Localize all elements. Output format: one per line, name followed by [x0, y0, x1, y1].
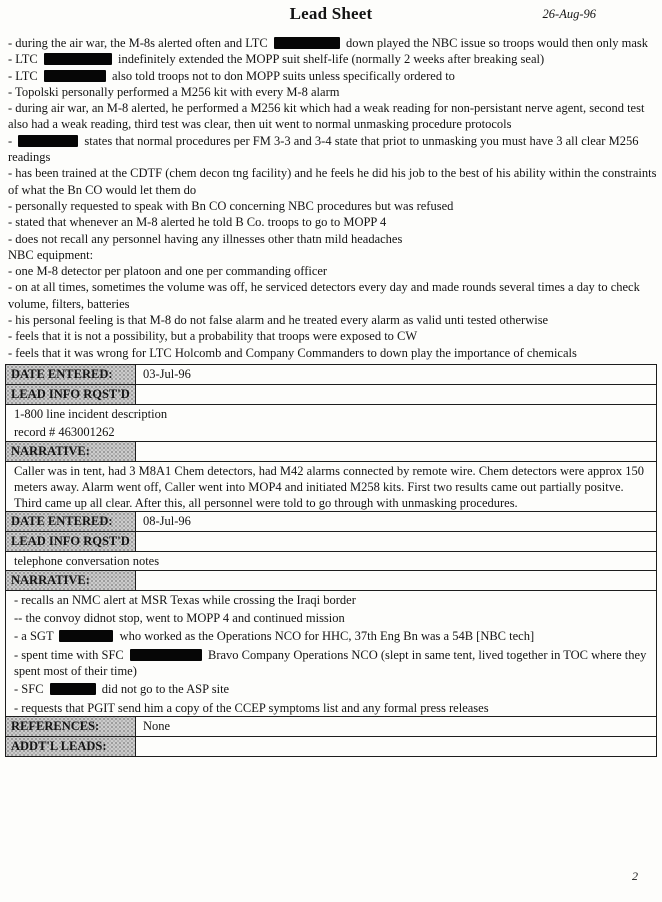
- field-row: [5, 570, 657, 591]
- text-segment: - feels that it is not a possibility, but a probability that troops were exposed to CW: [8, 329, 418, 344]
- field-value: None: [143, 718, 171, 733]
- field-value: [136, 737, 147, 756]
- text-segment: - stated that whenever an M-8 alerted he told B Co. troops to go to MOPP 4: [8, 215, 387, 230]
- body-line: [0, 345, 662, 361]
- text-segment: - during air war, an M-8 alerted, he performed a M256 kit which had a weak reading for non-persistant nerve agent, second test also had a weak reading, third test was clear, then uit went to normal unmasking procedure protocols: [8, 101, 645, 132]
- body-line: [0, 247, 662, 263]
- table-text-line: [5, 646, 657, 681]
- text-segment: - feels that it was wrong for LTC Holcomb and Company Commanders to down play the importance of chemicals: [8, 345, 577, 360]
- field-value: [136, 532, 147, 551]
- body-line: [0, 198, 662, 214]
- table-text-line: [5, 462, 657, 513]
- body-line: [0, 263, 662, 279]
- body-line: [0, 279, 662, 312]
- table-text-line: [5, 627, 657, 645]
- table-text-line: [5, 591, 657, 609]
- redaction-box: [44, 70, 106, 82]
- text-segment: - one M-8 detector per platoon and one per commanding officer: [8, 264, 328, 279]
- body-line: [0, 231, 662, 247]
- text-segment: - a SGT: [14, 629, 57, 644]
- text-segment: did not go to the ASP site: [98, 682, 230, 697]
- field-value: [136, 385, 147, 404]
- page-number: 2: [632, 869, 638, 883]
- text-segment: record # 463001262: [14, 425, 115, 440]
- body-line: [0, 214, 662, 230]
- text-segment: down played the NBC issue so troops would then only mask: [342, 36, 649, 50]
- body-line: [0, 84, 662, 100]
- table-text-line: [5, 699, 657, 717]
- field-label: LEAD INFO RQST'D: [6, 385, 136, 404]
- text-segment: - recalls an NMC alert at MSR Texas while crossing the Iraqi border: [14, 592, 356, 607]
- body-line: [0, 328, 662, 344]
- redaction-box: [44, 53, 112, 65]
- text-segment: Caller was in tent, had 3 M8A1 Chem detectors, had M42 alarms connected by remote wire. Chem detectors were approx 150 meters away. Alarm went off, Caller went into MOP4 and initiated M258 kits. First two results came out partially positve. Third came up all clear. After this, all personnel were told to go through with unmasking procedures.: [14, 463, 645, 511]
- field-label: NARRATIVE:: [6, 571, 136, 590]
- text-segment: -- the convoy didnot stop, went to MOPP 4 and continued mission: [14, 611, 345, 626]
- field-row: [5, 384, 657, 405]
- text-segment: also told troops not to don MOPP suits unless specifically ordered to: [108, 68, 455, 83]
- field-row: [5, 511, 657, 532]
- text-segment: - his personal feeling is that M-8 do not false alarm and he treated every alarm as valid unti tested otherwise: [8, 313, 549, 328]
- document-date: 26-Aug-96: [542, 7, 596, 21]
- redaction-box: [18, 135, 78, 147]
- body-line: [0, 35, 662, 51]
- text-segment: Bravo Company Operations NCO (slept in same tent, lived together in TOC where they spent most of their time): [14, 647, 647, 678]
- document-body: [0, 32, 662, 757]
- text-segment: - Topolski personally performed a M256 kit with every M-8 alarm: [8, 84, 340, 99]
- field-label: NARRATIVE:: [6, 442, 136, 461]
- field-value: 08-Jul-96: [143, 514, 191, 529]
- field-label: DATE ENTERED:: [6, 365, 136, 384]
- field-label: LEAD INFO RQST'D: [6, 532, 136, 551]
- field-value: 03-Jul-96: [143, 366, 191, 381]
- text-segment: indefinitely extended the MOPP suit shelf-life (normally 2 weeks after breaking seal): [114, 52, 545, 67]
- table-text-line: [5, 680, 657, 698]
- text-segment: - has been trained at the CDTF (chem decon tng facility) and he feels he did his job to the best of his ability within the constraints of what the Bn CO would let them do: [8, 166, 657, 197]
- text-segment: - during the air war, the M-8s alerted often and LTC: [8, 36, 271, 50]
- field-row: [5, 364, 657, 385]
- redaction-box: [274, 37, 340, 49]
- text-segment: - does not recall any personnel having any illnesses other thatn mild headaches: [8, 231, 403, 246]
- redaction-box: [59, 630, 113, 642]
- redaction-box: [130, 649, 202, 661]
- body-line: [0, 100, 662, 133]
- field-value: [136, 571, 147, 590]
- text-segment: - personally requested to speak with Bn CO concerning NBC procedures but was refused: [8, 198, 454, 213]
- document-header: [0, 0, 662, 32]
- text-segment: - LTC: [8, 52, 41, 67]
- text-segment: NBC equipment:: [8, 247, 94, 262]
- text-segment: -: [8, 133, 16, 148]
- body-line: [0, 68, 662, 84]
- text-segment: - requests that PGIT send him a copy of the CCEP symptoms list and any formal press releases: [14, 700, 489, 715]
- text-segment: who worked as the Operations NCO for HHC, 37th Eng Bn was a 54B [NBC tech]: [116, 629, 535, 644]
- table-text-line: [5, 609, 657, 627]
- body-line: [0, 165, 662, 198]
- field-row: [5, 441, 657, 462]
- body-line: [0, 51, 662, 67]
- table-text-line: [5, 405, 657, 423]
- field-row: [5, 531, 657, 552]
- field-value: [136, 442, 147, 461]
- field-label: ADDT'L LEADS:: [6, 737, 136, 756]
- body-line: [0, 312, 662, 328]
- text-segment: - on at all times, sometimes the volume was off, he serviced detectors every day and made rounds several times a day to check volume, filters, batteries: [8, 280, 640, 311]
- text-segment: 1-800 line incident description: [14, 406, 168, 421]
- field-label: REFERENCES:: [6, 717, 136, 736]
- field-label: DATE ENTERED:: [6, 512, 136, 531]
- text-segment: telephone conversation notes: [14, 554, 160, 569]
- table-text-line: [5, 552, 657, 570]
- page-title: Lead Sheet: [289, 4, 373, 23]
- text-segment: - LTC: [8, 68, 41, 83]
- redaction-box: [50, 683, 96, 695]
- field-row: [5, 736, 657, 757]
- table-text-line: [5, 423, 657, 441]
- text-segment: - SFC: [14, 682, 47, 697]
- text-segment: states that normal procedures per FM 3-3 and 3-4 state that priot to unmasking you must have 3 all clear M256 readings: [8, 133, 639, 165]
- text-segment: - spent time with SFC: [14, 647, 127, 662]
- field-row: [5, 716, 657, 737]
- body-line: [0, 133, 662, 166]
